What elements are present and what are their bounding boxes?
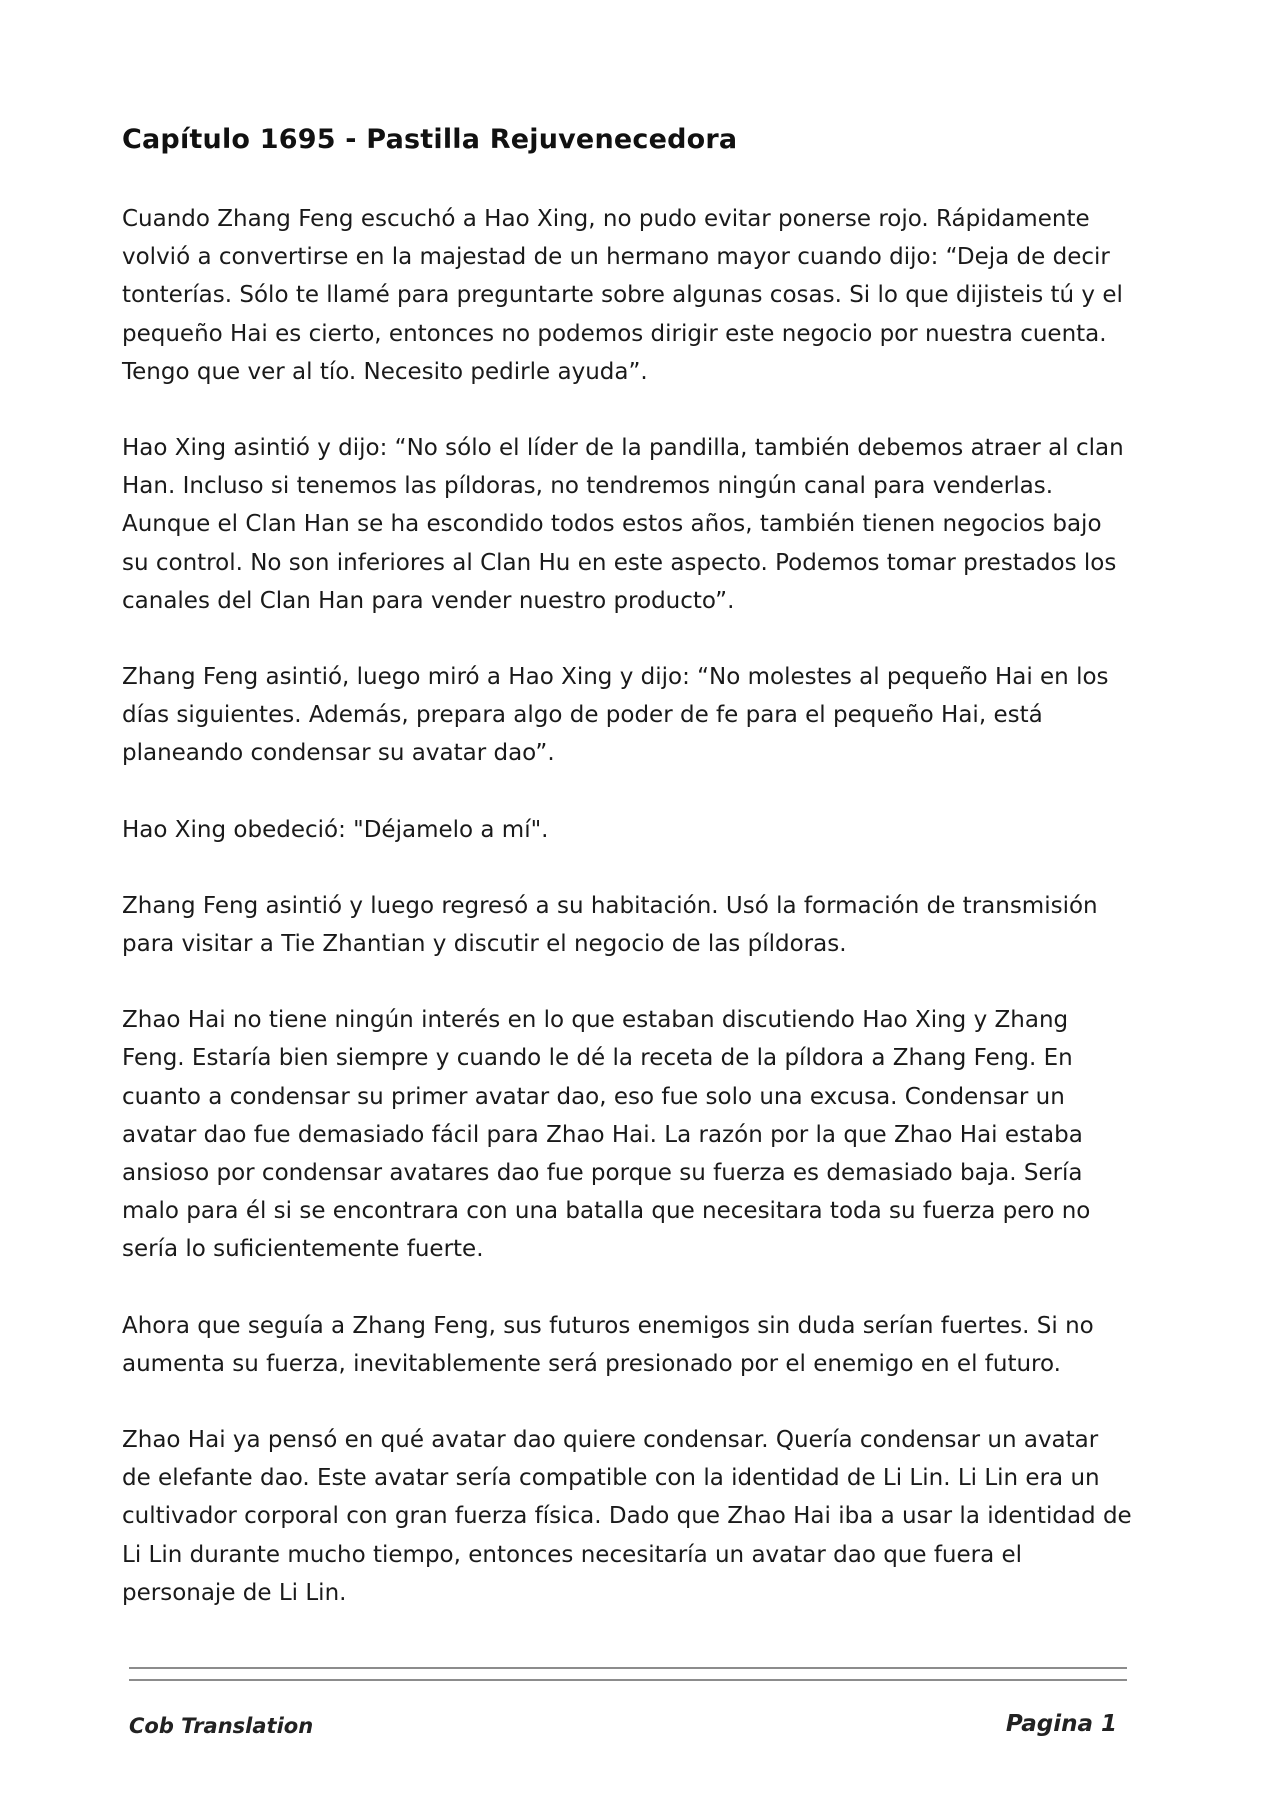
footer-translator-credit: Cob Translation	[129, 1714, 314, 1738]
footer-divider-top	[129, 1667, 1127, 1669]
paragraph: Hao Xing asintió y dijo: “No sólo el líder de la pandilla, también debemos atraer al clan Han. Incluso si tenemos las píldoras, no tendremos ningún canal para venderlas. Aunque el Clan Han se ha escondido todos estos años, también tienen negocios bajo su control. No son inferiores al Clan Hu en este aspecto. Podemos tomar prestados los canales del Clan Han para vender nuestro producto”.	[122, 435, 1124, 614]
paragraph: Zhao Hai no tiene ningún interés en lo que estaban discutiendo Hao Xing y Zhang Feng. Estaría bien siempre y cuando le dé la receta de la píldora a Zhang Feng. En cuanto a condensar su primer avatar dao, eso fue solo una excusa. Condensar un avatar dao fue demasiado fácil para Zhao Hai. La razón por la que Zhao Hai estaba ansioso por condensar avatares dao fue porque su fuerza es demasiado baja. Sería malo para él si se encontrara con una batalla que necesitara toda su fuerza pero no sería lo suficientemente fuerte.	[122, 1007, 1091, 1263]
body-text	[122, 200, 1132, 1650]
paragraph: Zhao Hai ya pensó en qué avatar dao quiere condensar. Quería condensar un avatar de elefante dao. Este avatar sería compatible con la identidad de Li Lin. Li Lin era un cultivador corporal con gran fuerza física. Dado que Zhao Hai iba a usar la identidad de Li Lin durante mucho tiempo, entonces necesitaría un avatar dao que fuera el personaje de Li Lin.	[122, 1427, 1132, 1606]
chapter-title: Capítulo 1695 - Pastilla Rejuvenecedora	[122, 124, 738, 155]
paragraph: Zhang Feng asintió, luego miró a Hao Xing y dijo: “No molestes al pequeño Hai en los días siguientes. Además, prepara algo de poder de fe para el pequeño Hai, está planeando condensar su avatar dao”.	[122, 664, 1109, 767]
paragraph: Hao Xing obedeció: "Déjamelo a mí".	[122, 816, 549, 843]
footer-divider-bottom	[129, 1679, 1127, 1681]
paragraph: Zhang Feng asintió y luego regresó a su habitación. Usó la formación de transmisión para visitar a Tie Zhantian y discutir el negocio de las píldoras.	[122, 892, 1098, 958]
paragraph: Ahora que seguía a Zhang Feng, sus futuros enemigos sin duda serían fuertes. Si no aumenta su fuerza, inevitablemente será presionado por el enemigo en el futuro.	[122, 1312, 1094, 1377]
paragraph: Cuando Zhang Feng escuchó a Hao Xing, no pudo evitar ponerse rojo. Rápidamente volvió a convertirse en la majestad de un hermano mayor cuando dijo: “Deja de decir tonterías. Sólo te llamé para preguntarte sobre algunas cosas. Si lo que dijisteis tú y el pequeño Hai es cierto, entonces no podemos dirigir este negocio por nuestra cuenta. Tengo que ver al tío. Necesito pedirle ayuda”.	[122, 206, 1123, 385]
footer-page-number: Pagina 1	[1005, 1711, 1117, 1737]
